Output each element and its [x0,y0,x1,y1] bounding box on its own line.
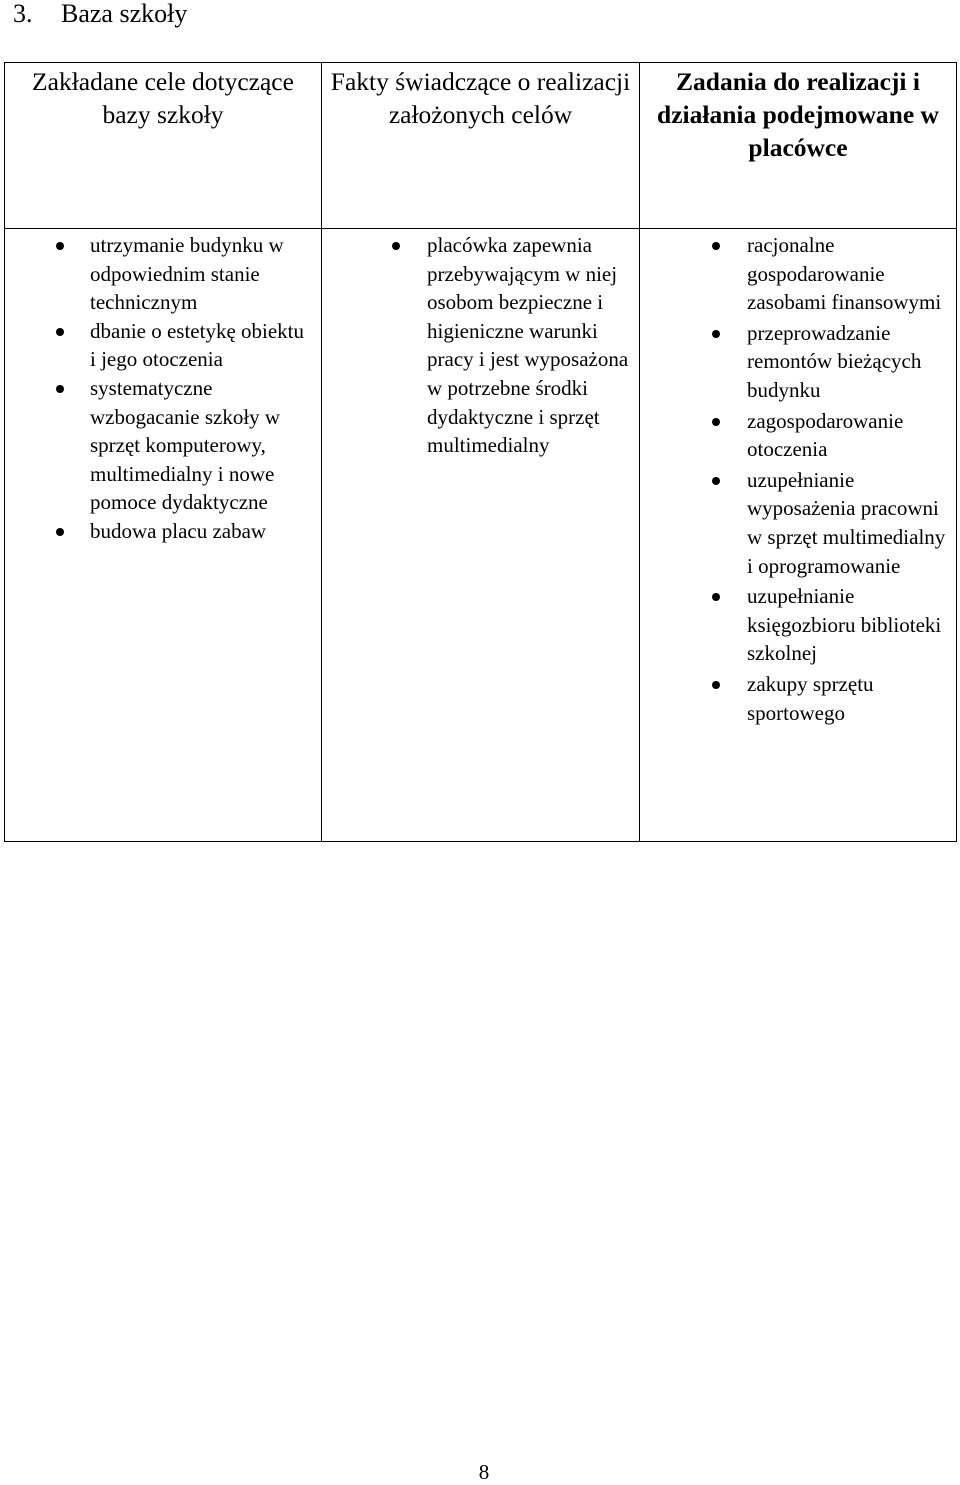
list-item: systematyczne wzbogacanie szkoły w sprzęt komputerowy, multimedialny i nowe pomoce dydaktyczne [5,374,321,517]
list-item: uzupełnianie wyposażenia pracowni w sprzęt multimedialny i oprogramowanie [640,466,956,580]
facts-cell [322,229,640,842]
header-goals: Zakładane cele dotyczące bazy szkoły [5,63,322,229]
tasks-cell [640,229,957,842]
list-item: placówka zapewnia przebywającym w niej osobom bezpieczne i higieniczne warunki pracy i jest wyposażona w potrzebne środki dydaktyczne i sprzęt multimedialny [322,231,639,460]
list-item: utrzymanie budynku w odpowiednim stanie technicznym [5,231,321,317]
section-title: Baza szkoły [61,0,188,28]
goals-cell [5,229,322,842]
page-number: 8 [478,1460,490,1484]
section-heading [13,0,187,32]
list-item: przeprowadzanie remontów bieżących budynku [640,319,956,405]
section-number: 3. [13,0,33,28]
facts-list [322,231,639,460]
list-item: uzupełnianie księgozbioru biblioteki szkolnej [640,582,956,668]
list-item: budowa placu zabaw [5,517,321,546]
goals-list [5,231,321,546]
list-item: zakupy sprzętu sportowego [640,670,956,727]
header-tasks: Zadania do realizacji i działania podejmowane w placówce [640,63,957,229]
header-facts: Fakty świadczące o realizacji założonych celów [322,63,640,229]
school-base-table [4,62,957,842]
list-item: racjonalne gospodarowanie zasobami finansowymi [640,231,956,317]
list-item: dbanie o estetykę obiektu i jego otoczenia [5,317,321,374]
tasks-list [640,231,956,727]
list-item: zagospodarowanie otoczenia [640,407,956,464]
table-header-row [5,63,957,229]
table-row [5,229,957,842]
